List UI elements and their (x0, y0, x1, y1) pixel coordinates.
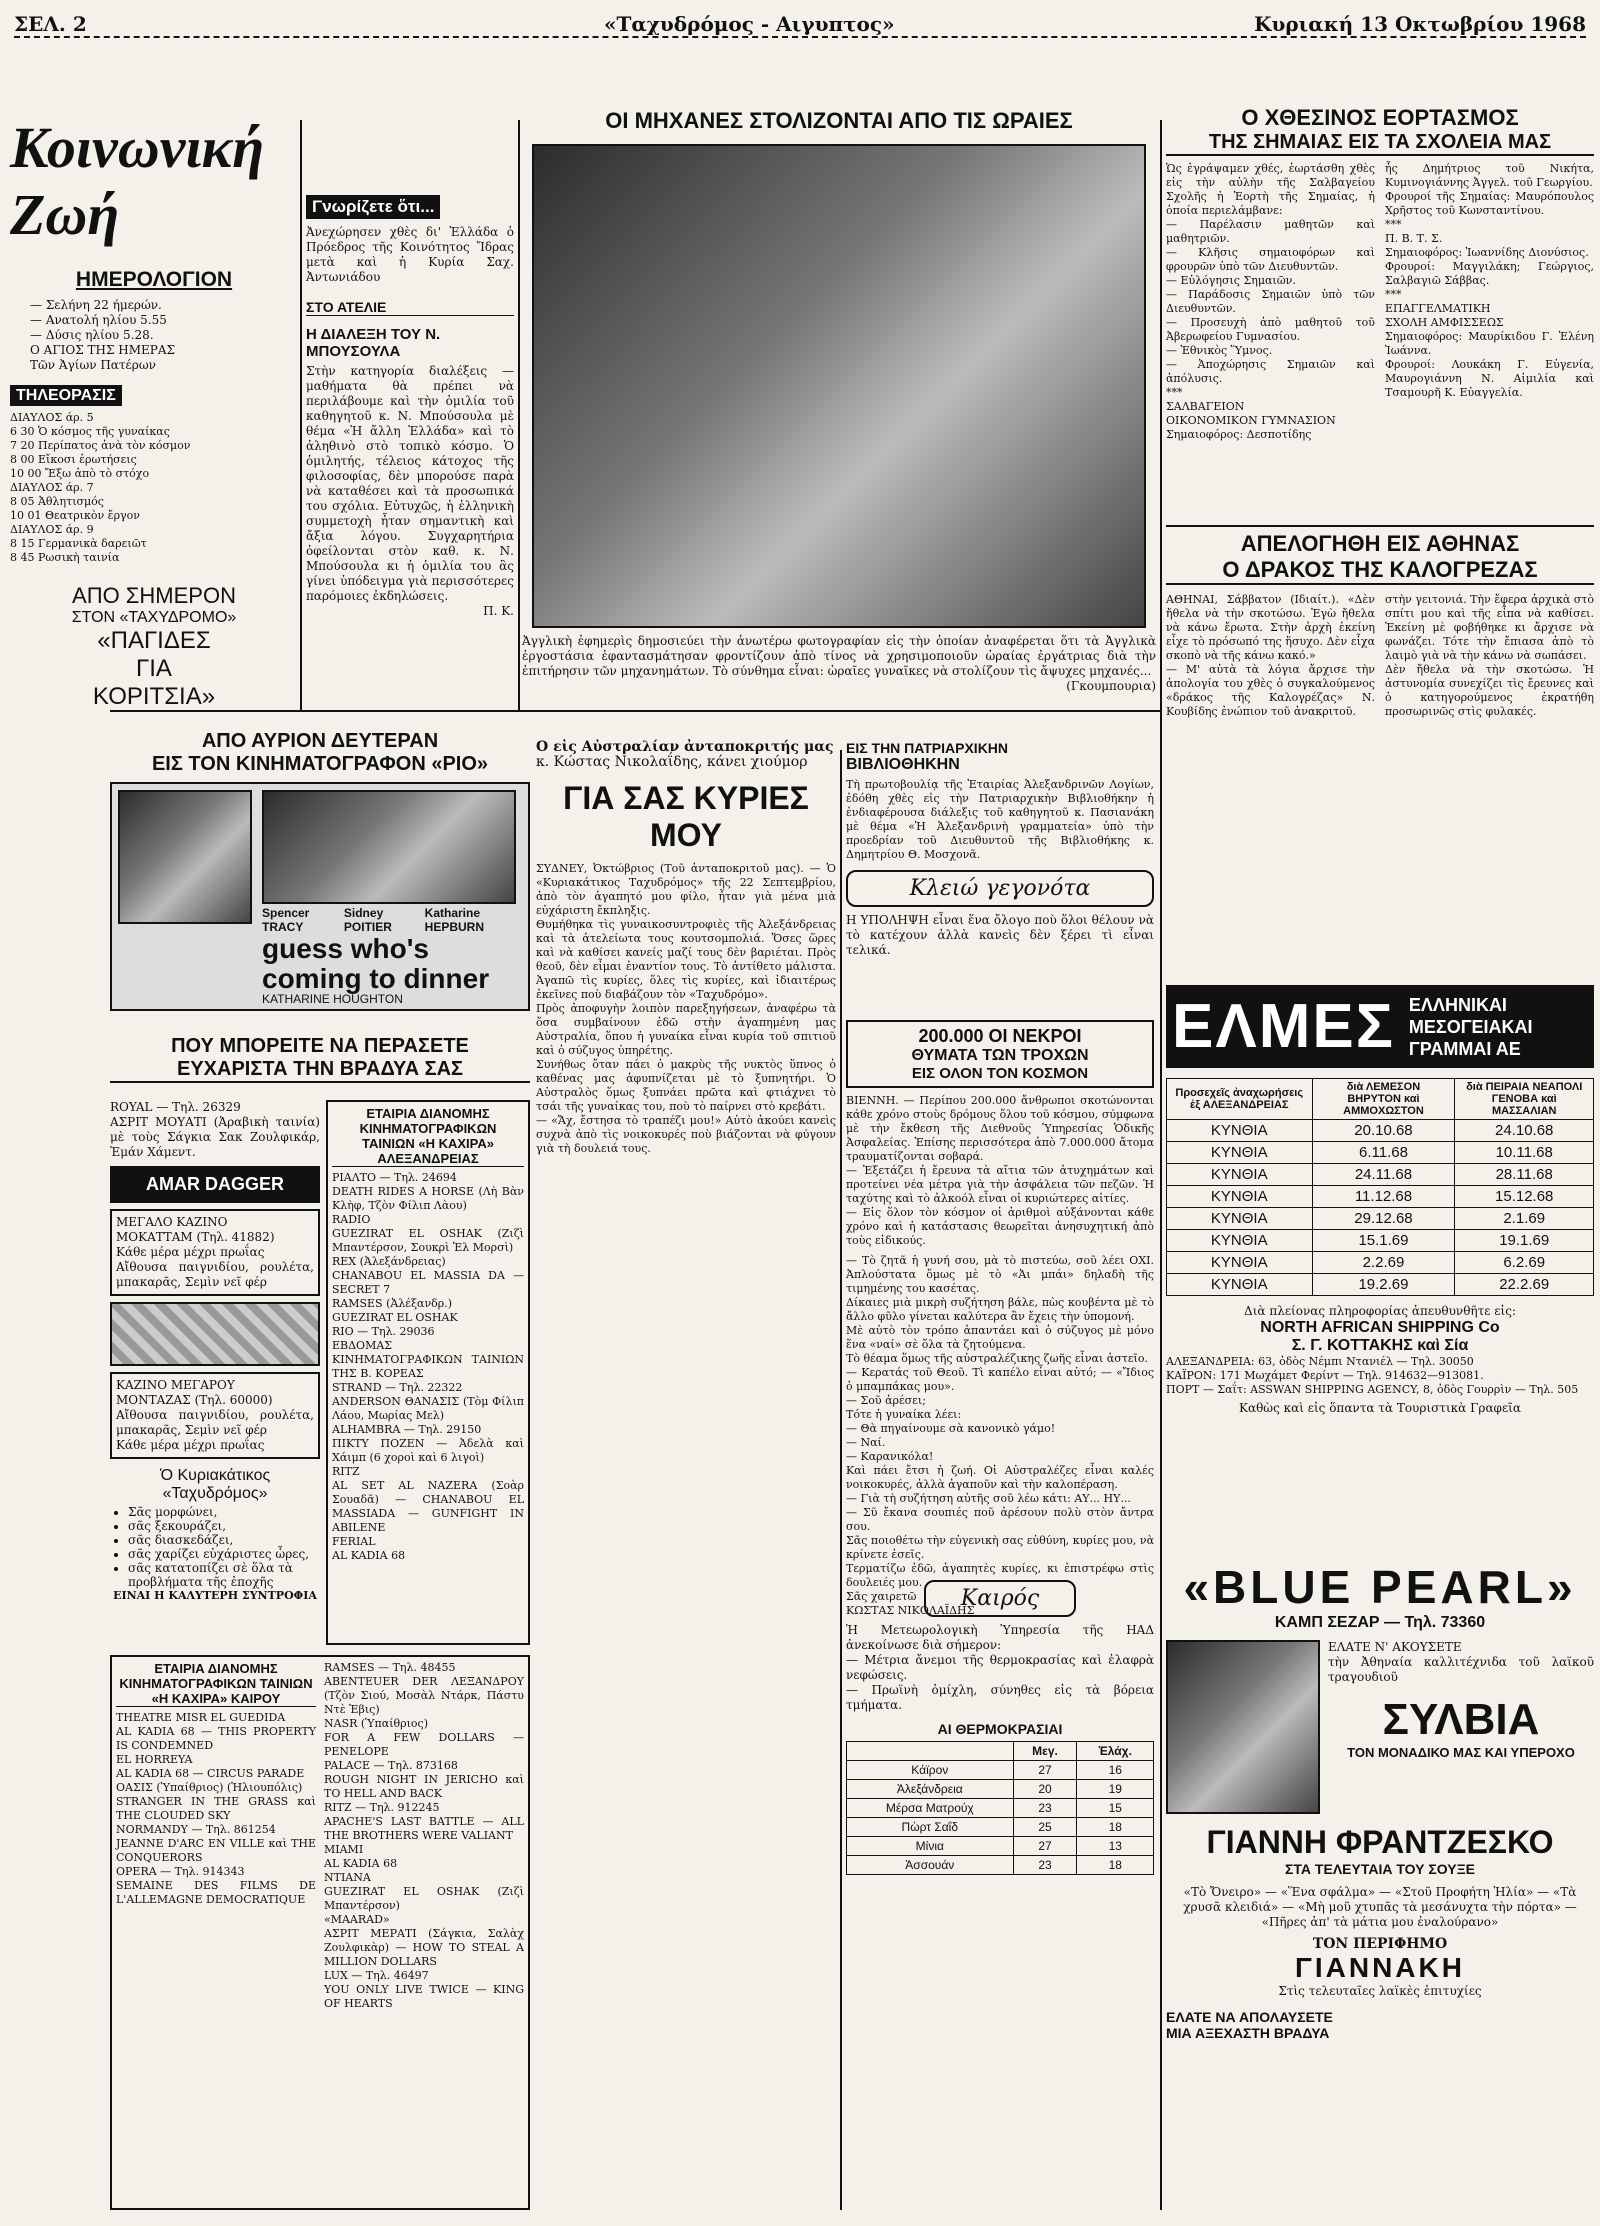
rio-poster-photo (118, 790, 252, 924)
schedule-cell: 28.11.68 (1455, 1164, 1594, 1186)
promo-line: ΑΠΟ ΣΗΜΕΡΟΝ (72, 583, 236, 608)
elmes-info-4: ΑΛΕΞΑΝΔΡΕΙΑ: 63, ὁδὸς Νέμπι Ντανιέλ — Τηλ. 30050 ΚΑΪΡΟΝ: 171 Μωχάμετ Φερίντ — Τηλ. 914632—913081. ΠΟΡΤ — Σαΐτ: ASSWAN SHIPPING AGENCY, 8, ὁδὸς Γουρρὶν — Τηλ. 505 (1166, 1355, 1579, 1396)
schedule-col: Προσεχεῖς ἀναχωρήσεις ἐξ ΑΛΕΞΑΝΔΡΕΙΑΣ (1167, 1079, 1313, 1120)
schedule-cell: 10.11.68 (1455, 1142, 1594, 1164)
flag-celebration-story (1166, 105, 1594, 525)
page-number: ΣΕΛ. 2 (14, 12, 87, 36)
schedule-row (1167, 1274, 1594, 1296)
kahira-heading: ΕΤΑΙΡΙΑ ΔΙΑΝΟΜΗΣ ΚΙΝΗΜΑΤΟΓΡΑΦΙΚΩΝ ΤΑΙΝΙΩΝ «Η ΚΑΧΙΡΑ» ΑΛΕΞΑΝΔΡΕΙΑΣ (332, 1106, 524, 1167)
australia-story (536, 740, 836, 2210)
sunday-item: • σᾶς χαρίζει εὐχάριστες ὧρες, (128, 1547, 320, 1561)
elmes-info-2: NORTH AFRICAN SHIPPING Co (1260, 1319, 1500, 1336)
calendar-text: — Σελήνη 22 ήμερών. — Ανατολή ηλίου 5.55 — Δύσις ηλίου 5.28. Ο ΑΓΙΟΣ ΤΗΣ ΗΜΕΡΑΣ Τῶν Ἀγίων Πατέρων (30, 298, 176, 372)
traffic-text: ΒΙΕΝΝΗ. — Περίπου 200.000 ἄνθρωποι σκοτώνονται κάθε χρόνο στοὺς δρόμους ὅλου τοῦ κόσμου, σύμφωνα μὲ τὴν ἔκθεση τῆς Διεθνοῦς Ὑπηρεσίας Ὁδικῆς Ἀσφαλείας. Ἐπίσης περισσότερα ἀπὸ 7.000.000 ἄτομα τραυματίζονται σοβαρά. — Ἐξετάζει ἡ ἔρευνα τὰ αἴτια τῶν ἀτυχημάτων καὶ προτείνει νέα μέτρα γιὰ τὴν ἀσφάλεια τῶν πεζῶν. Ἡ ταχύτης καὶ τὸ ἀλκοόλ εἶναι οἱ κυριώτερες αἰτίες. — Εἰς ὅλον τὸν κόσμον οἱ ἀριθμοὶ αὐξάνονται κάθε χρόνο καὶ ἡ κατάστασις θεωρεῖται ἀνησυχητική ἀπὸ τοὺς εἰδικούς. (846, 1094, 1154, 1247)
center-story (522, 108, 1156, 708)
temperature-cell: 18 (1077, 1818, 1154, 1837)
flag-headline-2: ΤΗΣ ΣΗΜΑΙΑΣ ΕΙΣ ΤΑ ΣΧΟΛΕΙΑ ΜΑΣ (1166, 131, 1594, 156)
schedule-cell: 11.12.68 (1312, 1186, 1455, 1208)
tagline: ΤΟΝ ΜΟΝΑΔΙΚΟ ΜΑΣ ΚΑΙ ΥΠΕΡΟΧΟ (1347, 1745, 1575, 1760)
schedule-cell: 19.1.69 (1455, 1230, 1594, 1252)
evening-heading-1: ΠΟΥ ΜΠΟΡΕΙΤΕ ΝΑ ΠΕΡΑΣΕΤΕ (171, 1035, 469, 1057)
elmes-info-1: Διὰ πλείονας πληροφορίας ἀπευθυνθῆτε εἰς: (1244, 1304, 1516, 1318)
blue-pearl-place: ΚΑΜΠ ΣΕΖΑΡ — Τηλ. 73360 (1274, 1614, 1486, 1631)
masthead: «Ταχυδρόμος - Αιγυπτος» (604, 12, 895, 36)
temperature-cell: 20 (1013, 1780, 1077, 1799)
temperature-cell: 27 (1013, 1837, 1077, 1856)
elmes-shipping-ad (1166, 985, 1594, 1545)
schedule-cell: 6.11.68 (1312, 1142, 1455, 1164)
schedule-col: διὰ ΠΕΙΡΑΙΑ ΝΕΑΠΟΛΙ ΓΕΝΟΒΑ καὶ ΜΑΣΣΑΛΙΑΝ (1455, 1079, 1594, 1120)
schedule-cell: ΚΥΝΘΙΑ (1167, 1120, 1313, 1142)
kazino-montaza: ΚΑΖΙΝΟ ΜΕΓΑΡΟΥ ΜΟΝΤΑΖΑΣ (Τηλ. 60000) Αἴθουσα παιγνιδίου, ρουλέτα, μπακαρᾶς, Σεμὶν νεῖ φέρ Κάθε μέρα μέχρι πρωΐας (110, 1372, 320, 1459)
section-title: Κοινωνική Ζωή (10, 115, 265, 247)
royal-listing: ROYAL — Τηλ. 26329 ΑΣΡΙΤ ΜΟΥΑΤΙ (Ἀραβικὴ ταινία) μὲ τοὺς Σάγκια Σακ Ζουλφικάρ, Ἐμάν Χάμεντ. (110, 1100, 320, 1159)
temperature-cell: Ἀσσουάν (847, 1856, 1014, 1875)
library-story (846, 740, 1154, 860)
schedule-cell: 15.1.69 (1312, 1230, 1455, 1252)
apology-headline-1: ΑΠΕΛΟΓΗΘΗ ΕΙΣ ΑΘΗΝΑΣ (1166, 525, 1594, 557)
casino-dice-image (110, 1302, 320, 1366)
temperature-cell: 19 (1077, 1780, 1154, 1799)
also-text: ΤΟΝ ΠΕΡΙΦΗΜΟ (1312, 1936, 1448, 1952)
rio-actor: Spencer TRACY (262, 906, 310, 934)
schedule-col: διὰ ΛΕΜΕΣΟΝ ΒΗΡΥΤΟΝ καὶ ΑΜΜΟΧΩΣΤΟΝ (1312, 1079, 1455, 1120)
elmes-logo: ΕΛΜΕΣ (1172, 992, 1395, 1061)
schedule-row (1167, 1208, 1594, 1230)
sunday-heading: Ὁ Κυριακάτικος «Ταχυδρόμος» (159, 1467, 271, 1502)
kahira-cairo-list-b: RAMSES — Τηλ. 48455 ABENTEUER DER ΛΕΞΑΝΔΡΟΥ (Τζὸν Σιού, Μοσὰλ Ντάρκ, Πάστυ Ντὲ Ἐβις) NASR (Ὑπαίθριος) FOR A FEW DOLLARS — PENELOPE PALACE — Τηλ. 873168 ROUGH NIGHT IN JERICHO καὶ TO HELL AND BACK RITZ — Τηλ. 912245 APACHE'S LAST BATTLE — ALL THE BROTHERS WERE VALIANT MIAMI AL KADIA 68 ΝΤΙΑΝΑ GUEZIRAT EL OSHAK (Ζιζὶ Μπαντέρσον) «MAARAD» ΑΣΡΙΤ ΜΕΡΑΤΙ (Σάγκια, Σαλὰχ Ζουλφικὰρ) — HOW TO STEAL A MILLION DOLLARS LUX — Τηλ. 46497 YOU ONLY LIVE TWICE — KING OF HEARTS (324, 1661, 524, 2010)
kahira-cairo-heading: ΕΤΑΙΡΙΑ ΔΙΑΝΟΜΗΣ ΚΙΝΗΜΑΤΟΓΡΑΦΙΚΩΝ ΤΑΙΝΙΩΝ «Η ΚΑΧΙΡΑ» ΚΑΙΡΟΥ (116, 1661, 316, 1707)
schedule-cell: ΚΥΝΘΙΑ (1167, 1230, 1313, 1252)
atelier-heading: ΣΤΟ ΑΤΕΛΙΕ (306, 299, 514, 316)
issue-date: Κυριακή 13 Οκτωβρίου 1968 (1254, 12, 1586, 36)
temperature-cell: 23 (1013, 1856, 1077, 1875)
schedule-cell: ΚΥΝΘΙΑ (1167, 1208, 1313, 1230)
artist-name: ΓΙΑΝΝΗ ΦΡΑΝΤΖΕΣΚΟ (1206, 1824, 1554, 1860)
promo-box (10, 583, 298, 711)
traffic-heading-2: ΘΥΜΑΤΑ ΤΩΝ ΤΡΟΧΩΝ (911, 1047, 1089, 1064)
schedule-row (1167, 1120, 1594, 1142)
temperature-cell: 27 (1013, 1761, 1077, 1780)
temperature-heading: ΑΙ ΘΕΡΜΟΚΡΑΣΙΑΙ (937, 1721, 1063, 1737)
traffic-heading-1: 200.000 ΟΙ ΝΕΚΡΟΙ (918, 1026, 1082, 1046)
elmes-info-5: Καθὼς καὶ εἰς ὅπαντα τὰ Τουριστικὰ Γραφεῖα (1239, 1401, 1521, 1415)
schedule-row (1167, 1164, 1594, 1186)
artist2-name: ΓΙΑΝΝΑΚΗ (1295, 1952, 1465, 1983)
temperature-cell: 23 (1013, 1799, 1077, 1818)
promo-line: «ΠΑΓΙΔΕΣ (97, 627, 211, 654)
temperature-cell: Μέρσα Ματρούχ (847, 1799, 1014, 1818)
kahira-cairo-listings (110, 1655, 530, 2210)
australia-byline: κ. Κώστας Νικολαΐδης, κάνει χιούμορ (536, 754, 808, 770)
schedule-cell: 15.12.68 (1455, 1186, 1594, 1208)
flag-headline-1: Ο ΧΘΕΣΙΝΟΣ ΕΟΡΤΑΣΜΟΣ (1241, 105, 1519, 130)
apology-text-left: ΑΘΗΝΑΙ, Σάββατον (Ιδιαίτ.). «Δὲν ἤθελα νὰ τὴν σκοτώσω. Ἐγὼ ἤθελα νὰ κάνω ἔρωτα. Στὴν ἀρχὴ ἐκείνη εἶχε τὸ πρόσωπό της ἥσυχο. Δὲν εἶχα σκοπὸ νὰ τῆς κάνω κακό.» — Μ' αὐτὰ τὰ λόγια ἄρχισε τὴν ἀπολογία του χθὲς ὁ συγκαλούμενος «δράκος τῆς Καλογρέζας» Ν. Κουβίδης ἐνώπιον τοῦ ἀνακριτοῦ. (1166, 593, 1375, 718)
schedule-row (1167, 1186, 1594, 1208)
calendar-heading: ΗΜΕΡΟΛΟΓΙΟΝ (75, 268, 233, 291)
story-caption: Ἀγγλικὴ ἐφημερὶς δημοσιεύει τὴν ἀνωτέρω φωτογραφίαν εἰς τὴν ὁποίαν ἀναφέρεται ὅτι τὰ Ἀγγλικὰ ἐργοστάσια ἐφαντασμάτησαν φροντίζουν ἀπὸ τίνος νὰ χρησιμοποιοῦν ὡραίας ἐργάτριας διὰ τὴν ἐπιτήρησιν τῶν μηχανημάτων. Τὸ σύνθημα εἶναι: ὡραῖες γυναῖκες νὰ στολίζουν τὶς ἄψυχες μηχανές... (522, 634, 1156, 678)
elmes-tag: ΜΕΣΟΓΕΙΑΚΑΙ (1408, 1016, 1533, 1037)
sunday-footer: ΕΙΝΑΙ Η ΚΑΛΥΤΕΡΗ ΣΥΝΤΡΟΦΙΑ (113, 1589, 317, 1602)
schedule-cell: ΚΥΝΘΙΑ (1167, 1252, 1313, 1274)
elmes-info-3: Σ. Γ. ΚΟΤΤΑΚΗΣ καὶ Σία (1291, 1337, 1469, 1354)
page-header (14, 8, 1586, 78)
temperature-row (847, 1837, 1154, 1856)
schedule-cell: 29.12.68 (1312, 1208, 1455, 1230)
temperature-cell: Κάϊρον (847, 1761, 1014, 1780)
tv-listings: ΔΙΑΥΛΟΣ άρ. 5 6 30 Ὁ κόσμος τῆς γυναίκας 7 20 Περίπατος ἀνὰ τὸν κόσμον 8 00 Εἴκοσι ἐρωτήσεις 10 00 Ἔξω ἀπὸ τὸ στόχο ΔΙΑΥΛΟΣ άρ. 7 8 05 Ἀθλητισμός 10 01 Θεατρικὸν ἔργον ΔΙΑΥΛΟΣ άρ. 9 8 15 Γερμανικὰ δαρειῶτ 8 45 Ρωσικὴ ταινία (10, 411, 191, 564)
elmes-tag: ΕΛΛΗΝΙΚΑΙ (1408, 994, 1507, 1015)
also2-text: Στὶς τελευταῖες λαϊκὲς ἐπιτυχίες (1278, 1984, 1482, 1998)
sailing-schedule (1166, 1078, 1594, 1296)
traffic-heading-box (846, 1020, 1154, 1088)
elmes-banner (1166, 985, 1594, 1068)
kazino-mokattam: ΜΕΓΑΛΟ ΚΑΖΙΝΟ ΜΟΚΑΤΤΑΜ (Τηλ. 41882) Κάθε μέρα μέχρι πρωΐας Αἴθουσα παιγνιδίου, ρουλέτα, μπακαρᾶς, Σεμὶν νεῖ φέρ (110, 1209, 320, 1296)
temperature-col: Ἐλάχ. (1077, 1742, 1154, 1761)
weather-text: Ἡ Μετεωρολογικὴ Ὑπηρεσία τῆς ΗΑΔ ἀνεκοίνωσε διὰ σήμερον: — Μέτρια ἄνεμοι τῆς θερμοκρασίας καὶ ἐλαφρὰ νεφώσεις. — Πρωϊνὴ ὀμίχλη, σύνηθες εἰς τὰ βόρεια τμήματα. (846, 1623, 1154, 1712)
schedule-cell: ΚΥΝΘΙΑ (1167, 1274, 1313, 1296)
weather-story (846, 1580, 1154, 2210)
temperature-row (847, 1818, 1154, 1837)
library-heading-1: ΕΙΣ ΤΗΝ ΠΑΤΡΙΑΡΧΙΚΗΝ (846, 740, 1009, 756)
temperature-cell: Ἀλεξάνδρεια (847, 1780, 1014, 1799)
kahira-alexandria-listings (326, 1100, 530, 1645)
temperature-cell: Μίνια (847, 1837, 1014, 1856)
metro-ad-text: AMAR DAGGER (146, 1174, 284, 1194)
flag-text-right: ἧς Δημήτριος τοῦ Νικήτα, Κυμινογιάννης Ἀγγελ. τοῦ Γεωργίου. Φρουροί τῆς Σημαίας: Μαυρόπουλος Χρῆστος τοῦ Κωνσταντίνου. *** Π. Β. Τ. Σ. Σημαιοφόρος: Ἰωαννίδης Διονύσιος. Φρουροί: Μαγγιλάκη; Γεώργιος, Σαλβαγιῶ Σάββας. *** ΕΠΑΓΓΕΛΜΑΤΙΚΗ ΣΧΟΛΗ ΑΜΦΙΣΣΕΩΣ Σημαιοφόρος: Μαυρίκιδου Γ. Ἑλένη Ἰωάννα. Φρουροί: Λουκάκη Γ. Εὐγενία, Μαυρογιάννη Ν. Αἰμιλία καὶ Τσαμουρῆ Κ. Εὐαγγελία. (1385, 162, 1594, 399)
temperature-row (847, 1799, 1154, 1818)
australia-text-continued: — Τὸ ζητᾶ ἡ γυνή σου, μὰ τὸ πιστεύω, σοῦ λέει ΟΧΙ. Ἀπλούστατα ὅμως μὲ τὸ «Ἀι μπάι» δηλαδὴ τῆς τιμημένης του κασέτας. Δίκαιες μιὰ μικρὴ συζήτηση βάλε, πὼς κουβέντα μὲ τὸ ἄλλο φῦλο γίνεται καλύτερα ἂν ἔχεις τὴν ὑπομονή. Μὲ αὐτὸ τὸν τρόπο ἀπαντάει καὶ ὁ σύζυγος μὲ μόνο ἕνα «ναί» σὲ ὅλα τὰ ζητούμενα. Τὸ θέαμα ὅμως τῆς αὐστραλέζικης ζωῆς εἶναι ἀστεῖο. — Κερατάς τοῦ Θεοῦ. Τὶ καπέλο εἶναι αὐτό; — «Ἴδιος ὁ μπαμπάκας μου». — Σοῦ ἀρέσει; Τότε ἡ γυναίκα λέει: — Θὰ πηγαίνουμε σὰ κανονικὸ γάμο! — Ναί. — Καρανικόλα! Καὶ πάει ἔτσι ἡ ζωή. Οἱ Αὐστραλέζες εἶναι καλές νοικοκυρές, ἀλλὰ ἀγαποῦν καὶ τὴν καλοπέραση. — Γιὰ τὴ συζήτηση αὐτῆς σοῦ λέω κάτι: ΑΥ... ΗΥ... — Σῦ ἔκανα σουπιές ποῦ ἀρέσουν πολὺ στὸν ἄντρα σου. Σᾶς ποιοθέτω τὴν εὐγενικὴ σας εὐθύνη, κυρίες μου, νὰ κρίνετε ἐσεῖς. Τερματίζω ἐδῶ, ἀγαπητὲς κυρίες, κι ἐπιστρέφω στὶς δουλειές μου. Σᾶς χαιρετῶ ΚΩΣΤΑΣ ΝΙΚΟΛΑΪΔΗΣ (846, 1254, 1154, 1617)
temperature-table (846, 1741, 1154, 1875)
rio-actor: Katharine HEPBURN (424, 906, 485, 934)
sunday-item: • σᾶς κατατοπίζει σὲ ὅλα τὰ προβλήματα τῆς ἐποχῆς (128, 1561, 320, 1589)
blue-pearl-ad (1166, 1560, 1594, 2210)
short-news-banner: Κλειώ γεγονότα (846, 870, 1154, 907)
apology-headline-2: Ο ΔΡΑΚΟΣ ΤΗΣ ΚΑΛΟΓΡΕΖΑΣ (1166, 557, 1594, 585)
australia-title: ΓΙΑ ΣΑΣ ΚΥΡΙΕΣ ΜΟΥ (563, 780, 809, 853)
promo-line: ΚΟΡΙΤΣΙΑ» (92, 683, 216, 710)
footer-text: ΕΛΑΤΕ ΝΑ ΑΠΟΛΑΥΣΕΤΕ ΜΙΑ ΑΞΕΧΑΣΤΗ ΒΡΑΔΥΑ (1166, 2009, 1333, 2041)
temperature-cell: 16 (1077, 1761, 1154, 1780)
schedule-cell: 20.10.68 (1312, 1120, 1455, 1142)
library-text: Τὴ πρωτοβουλίᾳ τῆς Ἐταιρίας Ἀλεξανδρινῶν Λογίων, ἐδόθη χθὲς εἰς τὴν Πατριαρχικὴν Βιβλιοθήκην ἡ ἐνδιαφέρουσα διάλεξις τοῦ καθηγητοῦ κ. Πασιανάκη μὲ θέμα «Ἡ Ἀλεξανδρινὴ γραμματεία» ὑπὸ τὴν προεδρίαν τοῦ Διευθυντοῦ τῆς Βιβλιοθήκης κ. Δημητρίου Θ. Μοσχονᾶ. (846, 778, 1154, 861)
schedule-cell: 22.2.69 (1455, 1274, 1594, 1296)
kahira-list: ΡΙΑΛΤΟ — Τηλ. 24694 DEATH RIDES A HORSE (Λὴ Βὰν Κλὴφ, Τζὸν Φίλιπ Λὰου) RADIO GUEZIRAT EL OSHAK (Ζιζὶ Μπαντέρσον, Σουκρὶ Ἐλ Μορσὶ) REX (Ἀλεξάνδρειας) CHANABOU EL MASSIA DA — SECRET 7 RAMSES (Ἀλέξανδρ.) GUEZIRAT EL OSHAK RIO — Τηλ. 29036 ΕΒΔΟΜΑΣ ΚΙΝΗΜΑΤΟΓΡΑΦΙΚΩΝ ΤΑΙΝΙΩΝ ΤΗΣ Β. ΚΟΡΕΑΣ STRAND — Τηλ. 22322 ANDERSON ΘΑΝΑΣΙΣ (Τὸμ Φίλιπ Λάου, Μωρίας Μελ) ALHAMBRA — Τηλ. 29150 ΠΙΚΤΥ ΠΟΖΕΝ — Ἀδελὰ καὶ Χάιμπ (6 χοροὶ καὶ 6 λιγοὶ) RITZ AL SET AL NAZERA (Σοὰρ Σουαδᾶ) — CHANABOU EL MASSIADA — GUNFIGHT IN ABILENE FERIAL AL KADIA 68 (332, 1171, 524, 1562)
know-text: Ἀνεχώρησεν χθὲς δι' Ἑλλάδα ὁ Πρόεδρος τῆς Κοινότητος Ἴδρας μετὰ καὶ ἡ Κυρία Σαχ. Ἀντωνιάδου (306, 225, 514, 284)
schedule-cell: 19.2.69 (1312, 1274, 1455, 1296)
schedule-row (1167, 1230, 1594, 1252)
blue-pearl-name: «BLUE PEARL» (1183, 1561, 1577, 1613)
invite-text: ΕΛΑΤΕ Ν' ΑΚΟΥΣΕΤΕ τὴν Ἀθηναία καλλιτέχνιδα τοῦ λαϊκοῦ τραγουδιοῦ (1328, 1640, 1594, 1684)
story-headline: ΟΙ ΜΗΧΑΝΕΣ ΣΤΟΛΙΖΟΝΤΑΙ ΑΠΟ ΤΙΣ ΩΡΑΙΕΣ (605, 108, 1073, 133)
kahira-cairo-list-a: THEATRE MISR EL GUEDIDA AL KADIA 68 — THIS PROPERTY IS CONDEMNED EL HORREYA AL KADIA 68 — CIRCUS PARADE ΟΑΣΙΣ (Ὑπαίθριος) (Ἡλιουπόλις) STRANGER IN THE GRASS καὶ THE CLOUDED SKY NORMANDY — Τηλ. 861254 JEANNE D'ARC EN VILLE καὶ THE CONQUERORS OPERA — Τηλ. 914343 SEMAINE DES FILMS DE L'ALLEMAGNE DEMOCRATIQUE (116, 1711, 316, 1906)
rio-extra: KATHARINE HOUGHTON (262, 992, 403, 1006)
story-credit: (Γκουμπουρια) (1066, 679, 1156, 693)
story-photo (532, 144, 1146, 628)
metro-ad (110, 1166, 320, 1203)
lecture-text: Στὴν κατηγορία διαλέξεις — μαθήματα θὰ πρέπει νὰ περιλάβουμε καὶ τὴν ὁμιλία τοῦ καθηγητοῦ κ. Ν. Μπούσουλα μὲ θέμα «Ἡ ἄλλη Ἑλλάδα» καὶ τὸ ἀληθινὸ στὸ τοπικὸ κόσμο. Ὁ ὁμιλητής, τέλειος κάτοχος τῆς φιλοσοφίας, δὲν μπορούσε παρὰ νὰ καταθέσει καὶ τὰ προσωπικά του σχόλια. Εὐτυχῶς, ἡ ἑλληνικὴ συμμετοχὴ ἦταν σημαντικὴ καὶ ἄξια λόγου. Συγχαρητήρια ὀφείλονται στὸν καθ. κ. Ν. Μπούσουλα κι ἡ ὁμιλία του ἂς γίνει ὑπόδειγμα γιὰ περισσότερες παρόμοιες ἐκδηλώσεις. (306, 364, 514, 603)
rio-film-title: guess who's coming to dinner (262, 933, 490, 994)
schedule-cell: 24.11.68 (1312, 1164, 1455, 1186)
schedule-row (1167, 1142, 1594, 1164)
evening-section (110, 1035, 530, 1095)
schedule-cell: ΚΥΝΘΙΑ (1167, 1164, 1313, 1186)
australia-text: ΣΥΔΝΕΥ, Ὀκτώβριος (Τοῦ ἀνταποκριτοῦ μας). — Ὁ «Κυριακάτικος Ταχυδρόμος» τῆς 22 Σεπτεμβρίου, ἀπὸ τὸν ἀγαπητό μου φίλο, ἦταν γιὰ μένα μιὰ εὐχάριστη ἔκπληξις. Θυμήθηκα τὶς γυναικοσυντροφιὲς τῆς Ἀλεξάνδρειας καὶ τὰ ἀτελείωτα τους κουτσομπολιά. Ὅσες ὥρες καὶ νὰ καθίσει κανείς μαζί τους δὲν βαριέται. Πρὸς θεοῦ, δὲν εἶμαι ἐναντίον τους. Τὸ ἀντίθετο μάλιστα. Ἀγαπῶ τὶς κυρίες, ὅλες τὶς κυρίες, καὶ ἰδιαιτέρως ἐκεῖνες ποὺ διαβάζουν τὸν «Ταχυδρόμο». Πρὸς ἀποφυγὴν λοιπὸν παρεξηγήσεων, ἀναφέρω τὰ ὅσα συμβαίνουν ἐδῶ στὴν ἀγαπημένη μας Αὐστραλία, ὅπου ἡ γυναίκα εἶναι κυρία τοῦ σπιτιοῦ καὶ ὁ σύζυγος ὑπηρέτης. Συνήθως ὅταν πάει ὁ μακρὺς τῆς νυκτὸς ὕπνος ὁ καθένας μας ἀφυπνίζεται μὲ τὸ ξυπνητήρι. Ὁ Αὐστραλὸς ὅμως ξυπνάει πρῶτα καὶ φτιάχνει τὸ τσάι τῆς γυναίκας του, ποὺ τὸ παίρνει στὸ κρεβάτι. — «Ἄχ, ἔστησα τὸ τραπέζι μου!» Αὐτὸ ἀκούει κανεὶς συχνὰ ἀπὸ τὶς νοικοκυρές ποὺ βιάζονται νὰ φύγουν γιὰ τὴ δουλειά τους. (536, 862, 836, 1155)
temperature-cell: 18 (1077, 1856, 1154, 1875)
schedule-cell: 2.2.69 (1312, 1252, 1455, 1274)
weather-banner: Καιρός (924, 1580, 1076, 1617)
australia-kicker: Ο εἰς Αὐστραλίαν ἀνταποκριτής μας (536, 739, 834, 755)
temperature-row (847, 1856, 1154, 1875)
short-news (846, 870, 1154, 1010)
library-heading-2: ΒΙΒΛΙΟΘΗΚΗΝ (846, 756, 960, 773)
schedule-row (1167, 1252, 1594, 1274)
lecture-heading: Η ΔΙΑΛΕΞΗ ΤΟΥ Ν. ΜΠΟΥΣΟΥΛΑ (306, 326, 441, 360)
promo-line: ΣΤΟΝ «ΤΑΧΥΔΡΟΜΟ» (71, 609, 237, 626)
sunday-item: • Σᾶς μορφώνει, (128, 1505, 320, 1519)
evening-heading-2: ΕΥΧΑΡΙΣΤΑ ΤΗΝ ΒΡΑΔΥΑ ΣΑΣ (110, 1058, 530, 1083)
temperature-cell: 15 (1077, 1799, 1154, 1818)
rio-line-2: ΕΙΣ ΤΟΝ ΚΙΝΗΜΑΤΟΓΡΑΦΟΝ «ΡΙΟ» (151, 753, 489, 775)
schedule-cell: ΚΥΝΘΙΑ (1167, 1186, 1313, 1208)
season-text: ΣΤΑ ΤΕΛΕΥΤΑΙΑ ΤΟΥ ΣΟΥΞΕ (1285, 1861, 1475, 1877)
elmes-tag: ΓΡΑΜΜΑΙ ΑΕ (1408, 1038, 1521, 1059)
sunday-item: • σᾶς ξεκουράζει, (128, 1519, 320, 1533)
know-heading: Γνωρίζετε ὅτι... (306, 195, 440, 219)
apology-text-right: στὴν γειτονιά. Τὴν ἔφερα ἀρχικὰ στὸ σπίτι μου καὶ τῆς εἶπα νὰ καθίσει. Ἐκείνη μὲ φοβήθηκε κι ἄρχισε νὰ φωνάζει. Τότε τὴν ἔπιασα ἀπὸ τὸ λαιμὸ γιὰ νὰ τὴν κάνω νὰ σωπάσει. Δὲν ἤθελα νὰ τὴν σκοτώσω. Ἡ ἀστυνομία συνεχίζει τὶς ἔρευνες καὶ ὁ κατηγορούμενος ἐκρατήθη προσωρινῶς στὶς φυλακές. (1385, 593, 1594, 718)
rio-cinema-ad (110, 730, 530, 1030)
tv-heading: ΤΗΛΕΟΡΑΣΙΣ (10, 385, 122, 406)
traffic-heading-3: ΕΙΣ ΟΛΟΝ ΤΟΝ ΚΟΣΜΟΝ (911, 1065, 1089, 1082)
temperature-col: Μεγ. (1013, 1742, 1077, 1761)
schedule-cell: ΚΥΝΘΙΑ (1167, 1142, 1313, 1164)
singer-name: ΣΥΛΒΙΑ (1382, 1695, 1540, 1744)
lecture-signature: Π. Κ. (483, 604, 514, 618)
schedule-cell: 2.1.69 (1455, 1208, 1594, 1230)
temperature-cell: 13 (1077, 1837, 1154, 1856)
songs-text: «Τὸ Ὄνειρο» — «Ἕνα σφάλμα» — «Στοῦ Προφήτη Ἡλία» — «Τὰ χρυσᾶ κλειδιά» — «Μὴ μοῦ χτυπᾶς τὰ μεσάνυχτα τὴν πόρτα» — «Πῆρες ἀπ' τὰ μάτια μου ἐναλούρανο» (1183, 1885, 1577, 1929)
rio-poster-photo (262, 790, 516, 904)
rio-actor: Sidney POITIER (343, 906, 392, 934)
temperature-col (847, 1742, 1014, 1761)
flag-text-left: Ὡς ἐγράψαμεν χθές, ἐωρτάσθη χθὲς εἰς τὴν αὐλὴν τῆς Σαλβαγείου Σχολῆς ἡ Ἑορτὴ τῆς Σημαίας, ἡ ὁποία περιελάμβανε: — Παρέλασιν μαθητῶν καὶ μαθητριῶν. — Κλῆσις σημαιοφόρων καὶ φρουρῶν ὑπὸ τῶν Διευθυντῶν. — Εὐλόγησις Σημαιῶν. — Παράδοσις Σημαιῶν ὑπὸ τῶν Διευθυντῶν. — Προσευχὴ ἀπὸ μαθητοῦ τοῦ Ἀβερωφείου Γυμνασίου. — Ἐθνικὸς Ὕμνος. — Ἀποχώρησις Σημαιῶν καὶ ἀπόλυσις. *** ΣΑΛΒΑΓΕΙΟΝ ΟΙΚΟΝΟΜΙΚΟΝ ΓΥΜΝΑΣΙΟΝ Σημαιοφόρος: Δεσποτίδης (1166, 162, 1375, 441)
temperature-row (847, 1761, 1154, 1780)
schedule-cell: 6.2.69 (1455, 1252, 1594, 1274)
rio-poster (110, 782, 530, 1011)
evening-listings-left (110, 1100, 320, 1645)
temperature-cell: 25 (1013, 1818, 1077, 1837)
temperature-cell: Πὼρτ Σαΐδ (847, 1818, 1014, 1837)
sunday-item: • σᾶς διασκεδάζει, (128, 1533, 320, 1547)
apology-story (1166, 525, 1594, 975)
schedule-cell: 24.10.68 (1455, 1120, 1594, 1142)
news-brief-column (306, 195, 514, 710)
short-news-text: Η ΥΠΟΛΗΨΗ εἶναι ἕνα ὄλογο ποὺ ὅλοι θέλουν νὰ τὸ κατέχουν ἀλλὰ κανεὶς δὲν ξέρει τὶ εἶναι τελικά. (846, 913, 1154, 957)
temperature-row (847, 1780, 1154, 1799)
social-life-section (10, 110, 298, 710)
promo-line: ΓΙΑ (136, 655, 172, 682)
singer-photo (1166, 1640, 1320, 1814)
rio-line-1: ΑΠΟ ΑΥΡΙΟΝ ΔΕΥΤΕΡΑΝ (201, 730, 439, 752)
